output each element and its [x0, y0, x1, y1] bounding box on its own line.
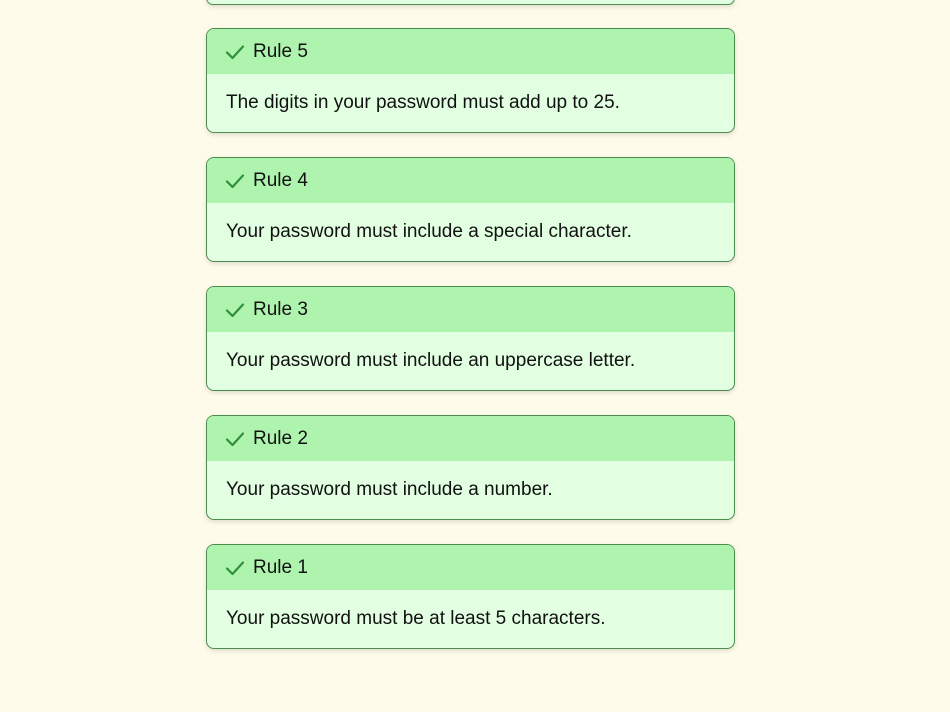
rule-text: Your password must include a number. — [226, 479, 553, 500]
rule-header — [207, 29, 734, 74]
rule-text: Your password must include an uppercase letter. — [226, 350, 636, 371]
check-icon — [225, 42, 245, 62]
rule-title: Rule 2 — [253, 427, 308, 449]
rule-text: The digits in your password must add up to 25. — [226, 92, 620, 113]
rule-title: Rule 5 — [253, 40, 308, 62]
check-icon — [225, 429, 245, 449]
rule-card-2 — [206, 415, 735, 520]
rule-title: Rule 1 — [253, 556, 308, 578]
rule-card-3 — [206, 286, 735, 391]
check-icon — [225, 171, 245, 191]
rule-header — [207, 545, 734, 590]
rule-card-4 — [206, 157, 735, 262]
rule-card-1 — [206, 544, 735, 649]
rule-text: Your password must include a special character. — [226, 221, 632, 242]
rule-title: Rule 4 — [253, 169, 308, 191]
rule-card-partial — [206, 0, 735, 5]
check-icon — [225, 558, 245, 578]
rule-text: Your password must be at least 5 characters. — [226, 608, 606, 629]
rule-header — [207, 158, 734, 203]
check-icon — [225, 300, 245, 320]
rule-card-5 — [206, 28, 735, 133]
rule-title: Rule 3 — [253, 298, 308, 320]
rule-header — [207, 287, 734, 332]
rule-header — [207, 416, 734, 461]
